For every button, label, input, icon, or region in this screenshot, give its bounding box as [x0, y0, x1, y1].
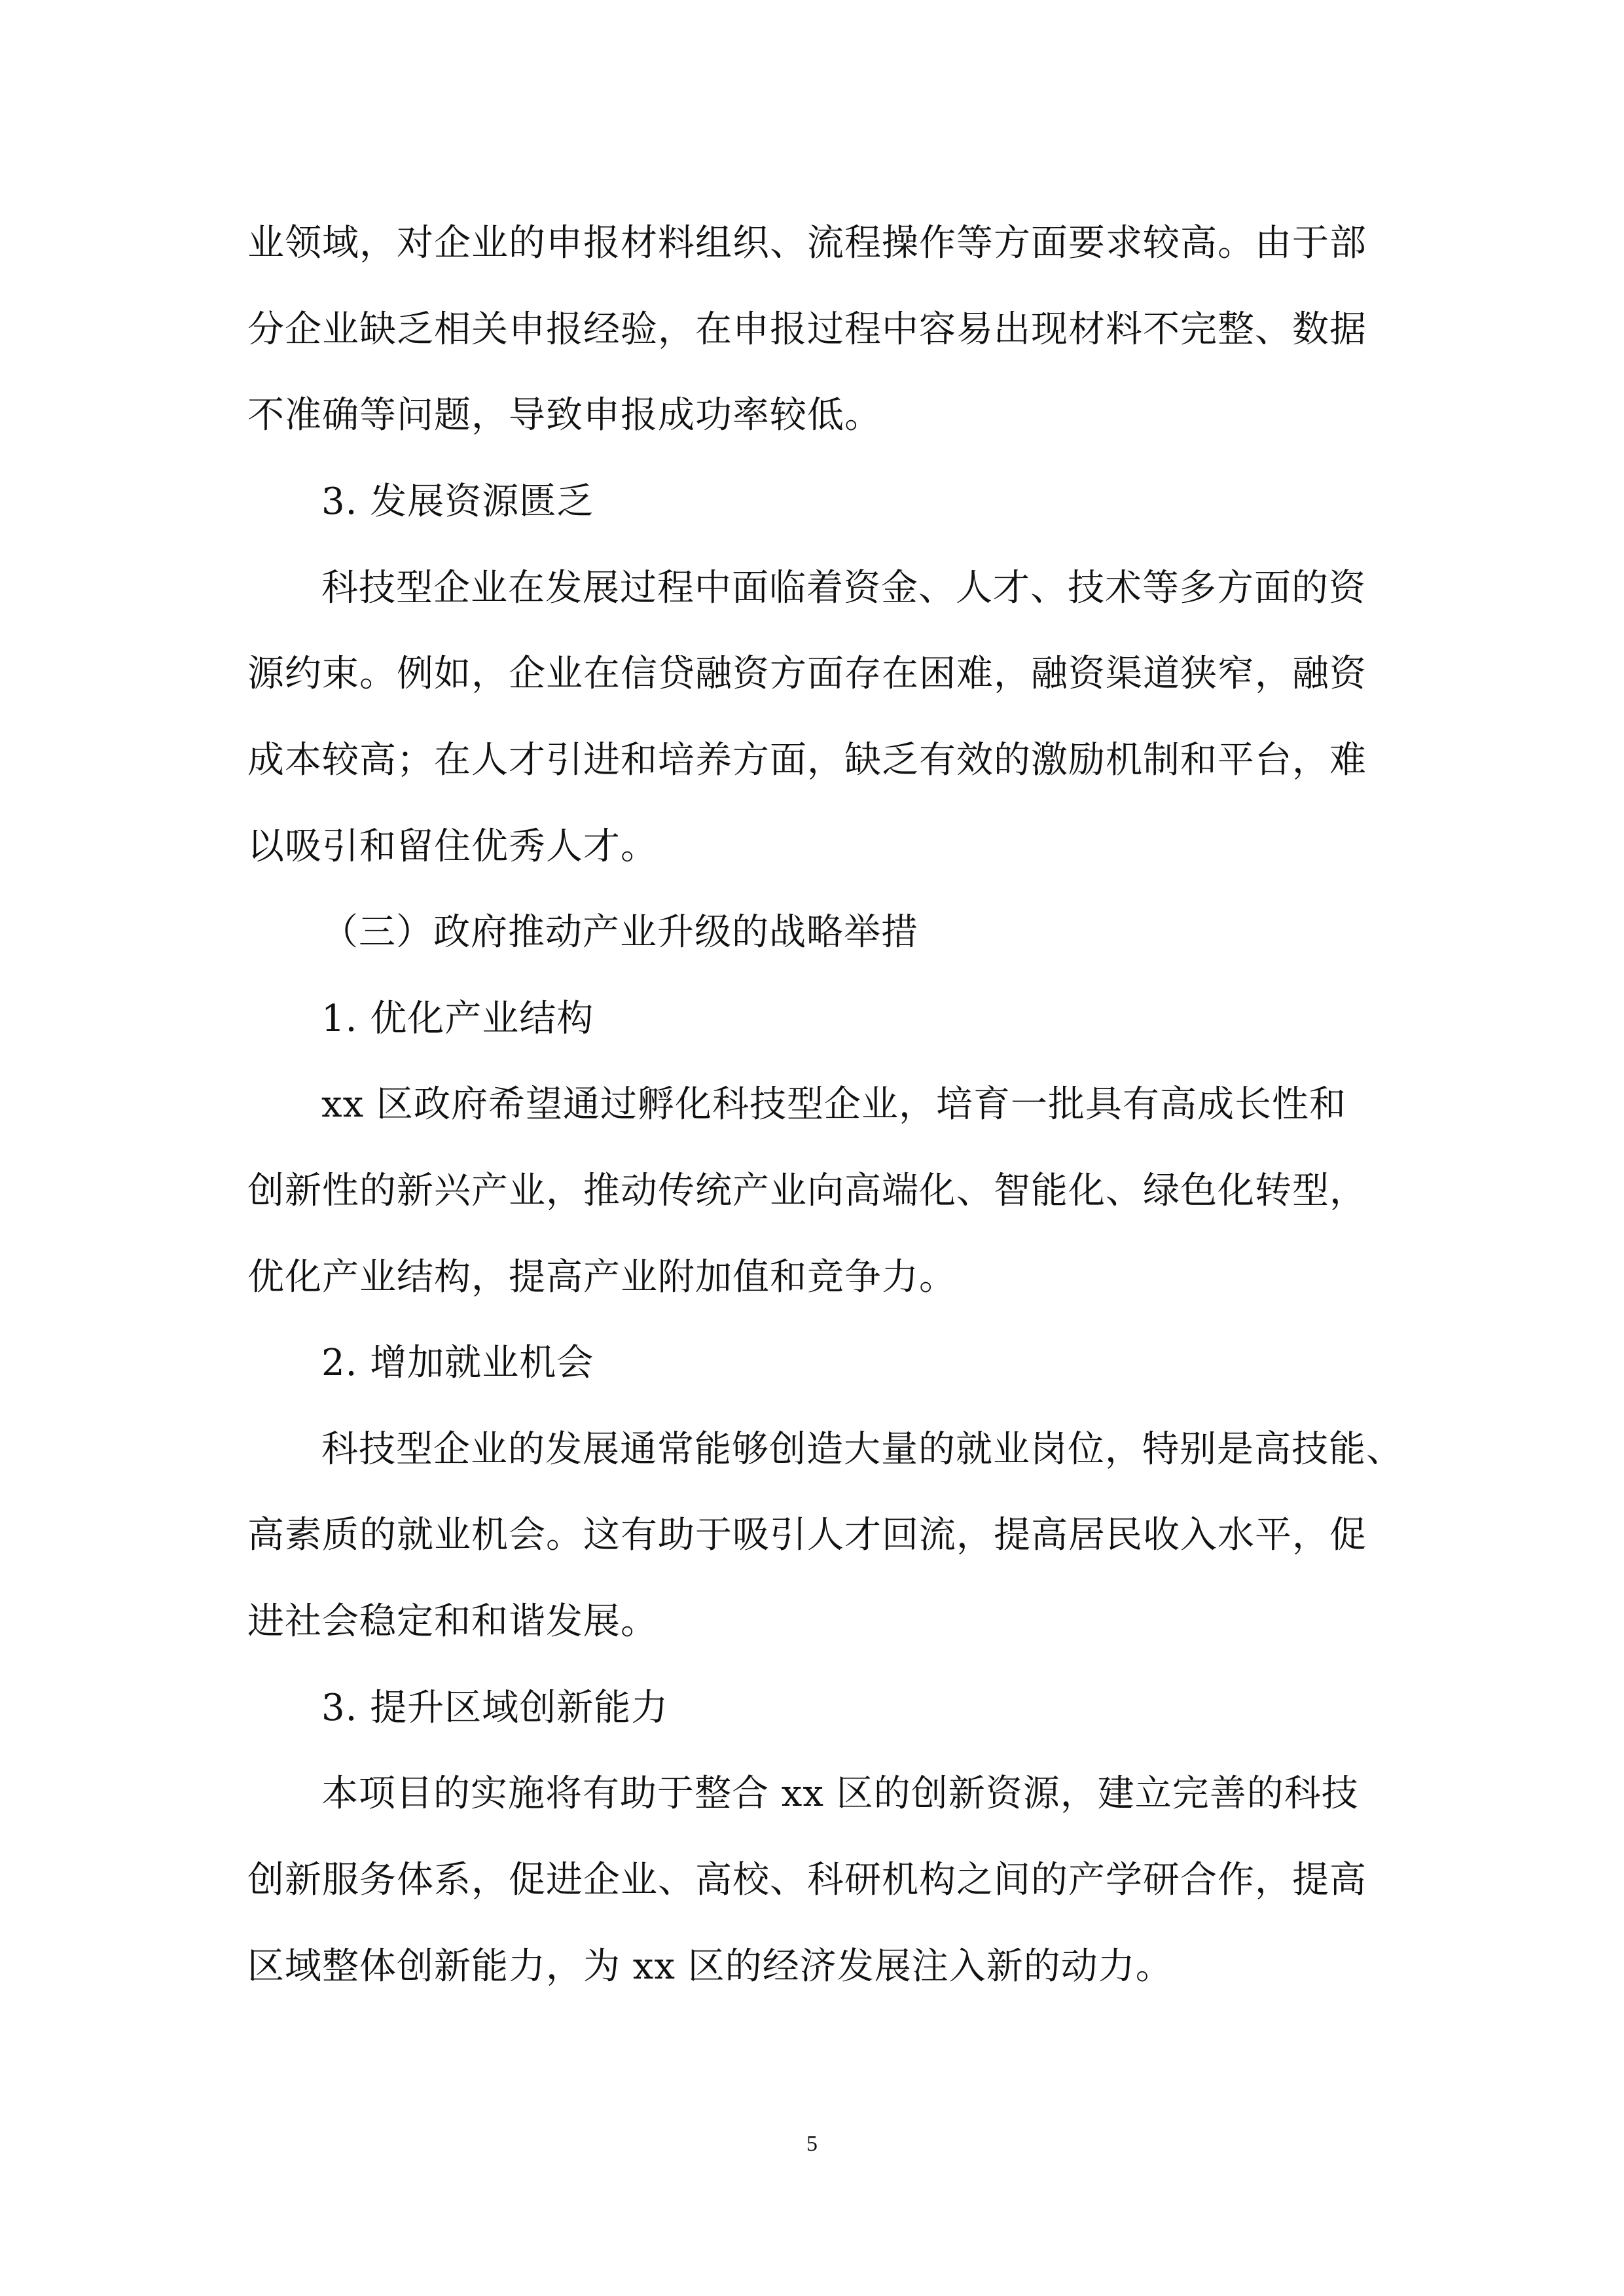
paragraph-line: 业领域，对企业的申报材料组织、流程操作等方面要求较高。由于部	[247, 222, 1367, 264]
section-heading: （三）政府推动产业升级的战略举措	[321, 911, 918, 954]
paragraph-line: 创新性的新兴产业，推动传统产业向高端化、智能化、绿色化转型，	[247, 1170, 1367, 1212]
paragraph-line: 成本较高；在人才引进和培养方面，缺乏有效的激励机制和平台，难	[247, 739, 1367, 781]
subheading: 2. 增加就业机会	[321, 1342, 594, 1384]
subheading: 1. 优化产业结构	[321, 997, 594, 1040]
paragraph-line: xx 区政府希望通过孵化科技型企业，培育一批具有高成长性和	[321, 1083, 1346, 1126]
paragraph-line: 分企业缺乏相关申报经验，在申报过程中容易出现材料不完整、数据	[247, 308, 1367, 351]
paragraph-line: 优化产业结构，提高产业附加值和竞争力。	[247, 1256, 956, 1299]
paragraph-line: 本项目的实施将有助于整合 xx 区的创新资源，建立完善的科技	[321, 1772, 1359, 1815]
paragraph-line: 不准确等问题，导致申报成功率较低。	[247, 394, 882, 437]
subheading: 3. 发展资源匮乏	[321, 480, 594, 523]
subheading: 3. 提升区域创新能力	[321, 1687, 669, 1729]
paragraph-line: 科技型企业在发展过程中面临着资金、人才、技术等多方面的资	[321, 567, 1366, 609]
paragraph-line: 以吸引和留住优秀人才。	[247, 825, 658, 868]
paragraph-line: 创新服务体系，促进企业、高校、科研机构之间的产学研合作，提高	[247, 1859, 1367, 1901]
paragraph-line: 区域整体创新能力，为 xx 区的经济发展注入新的动力。	[247, 1945, 1173, 1988]
page-number: 5	[806, 2132, 818, 2156]
paragraph-line: 源约束。例如，企业在信贷融资方面存在困难，融资渠道狭窄，融资	[247, 653, 1367, 695]
paragraph-line: 科技型企业的发展通常能够创造大量的就业岗位，特别是高技能、	[321, 1428, 1403, 1471]
paragraph-line: 进社会稳定和和谐发展。	[247, 1600, 658, 1643]
paragraph-line: 高素质的就业机会。这有助于吸引人才回流，提高居民收入水平，促	[247, 1514, 1367, 1556]
